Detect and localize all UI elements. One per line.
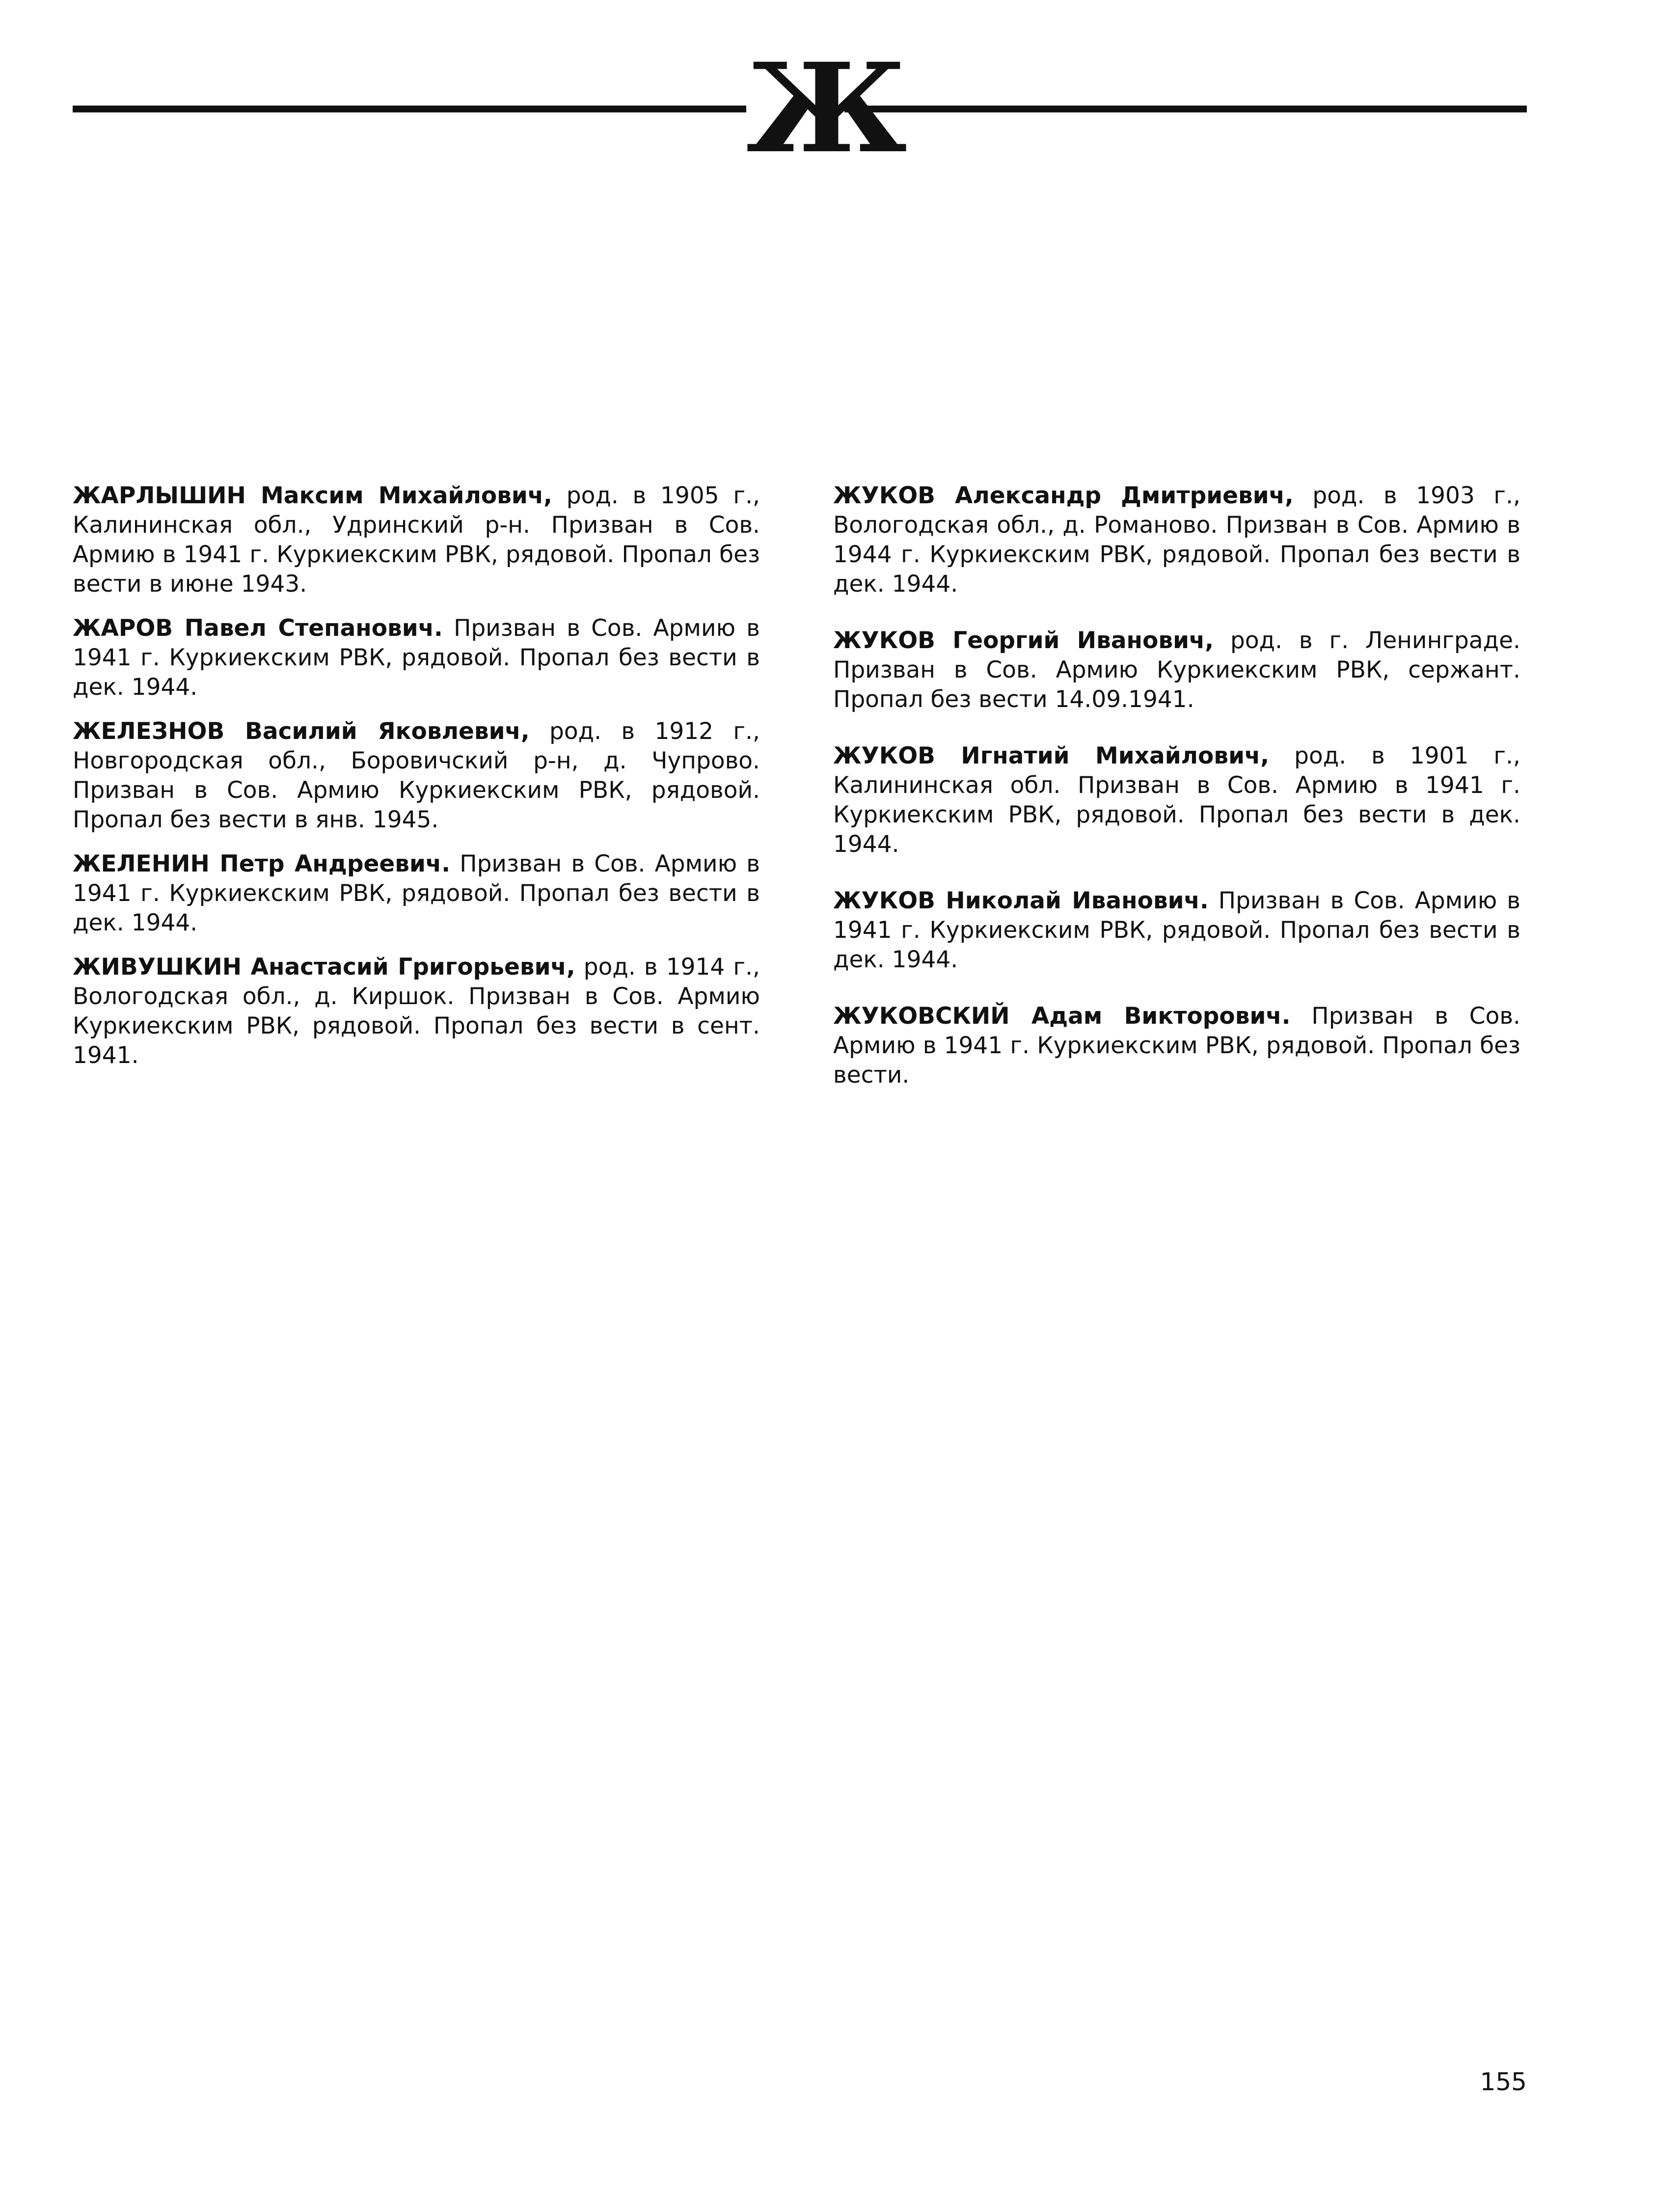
- entry-text: Призван в Сов. Армию в 1941 г. Куркиекским РВК, рядовой. Пропал без вести в дек. 1944.: [73, 615, 760, 701]
- list-item: [73, 481, 760, 599]
- entry-name: ЖУКОВ Александр Дмитриевич,: [833, 482, 1294, 509]
- entry-text: Призван в Сов. Армию в 1941 г. Куркиекским РВК, рядовой. Пропал без вести.: [833, 1003, 1520, 1089]
- entry-text: род. в 1914 г., Вологодская обл., д. Киршок. Призван в Сов. Армию Куркиекским РВК, рядовой. Пропал без вести в сент. 1941.: [73, 954, 760, 1069]
- entry-text: Призван в Сов. Армию в 1941 г. Куркиекским РВК, рядовой. Пропал без вести в дек. 1944.: [73, 850, 760, 936]
- entry-text: род. в г. Ленинграде. Призван в Сов. Армию Куркиекским РВК, сержант. Пропал без вести 14.09.1941.: [833, 627, 1520, 713]
- entry-name: ЖАРОВ Павел Степанович.: [73, 615, 443, 642]
- list-item: [73, 849, 760, 938]
- entry-name: ЖИВУШКИН Анастасий Григорьевич,: [73, 954, 575, 981]
- list-item: [833, 886, 1520, 975]
- right-column: [833, 481, 1520, 1117]
- entry-name: ЖУКОВ Игнатий Михайлович,: [833, 742, 1270, 769]
- entry-text: род. в 1912 г., Новгородская обл., Боровичский р-н, д. Чупрово. Призван в Сов. Армию Куркиекским РВК, рядовой. Пропал без вести в янв. 1945.: [73, 718, 760, 833]
- entry-text: род. в 1903 г., Вологодская обл., д. Романово. Призван в Сов. Армию в 1944 г. Куркиекским РВК, рядовой. Пропал без вести в дек. 1944.: [833, 482, 1520, 598]
- list-item: [73, 953, 760, 1070]
- list-item: [833, 626, 1520, 714]
- left-column: [73, 481, 760, 1085]
- entry-name: ЖАРЛЫШИН Максим Михайлович,: [73, 482, 552, 509]
- entry-name: ЖЕЛЕЗНОВ Василий Яковлевич,: [73, 718, 530, 745]
- list-item: [833, 1002, 1520, 1090]
- entry-text: род. в 1905 г., Калининская обл., Удринский р-н. Призван в Сов. Армию в 1941 г. Куркиекским РВК, рядовой. Пропал без вести в июне 1943.: [73, 482, 760, 598]
- entry-text: род. в 1901 г., Калининская обл. Призван в Сов. Армию в 1941 г. Куркиекским РВК, рядовой. Пропал без вести в дек. 1944.: [833, 742, 1520, 858]
- list-item: [73, 717, 760, 835]
- page-number: 155: [1480, 2068, 1527, 2096]
- list-item: [833, 741, 1520, 859]
- entry-name: ЖУКОВ Николай Иванович.: [833, 887, 1209, 914]
- section-letter: Ж: [746, 36, 908, 180]
- entry-name: ЖЕЛЕНИН Петр Андреевич.: [73, 850, 451, 877]
- list-item: [833, 481, 1520, 599]
- entry-text: Призван в Сов. Армию в 1941 г. Куркиекским РВК, рядовой. Пропал без вести в дек. 1944.: [833, 887, 1520, 973]
- entry-name: ЖУКОВ Георгий Иванович,: [833, 627, 1214, 654]
- list-item: [73, 614, 760, 702]
- entry-name: ЖУКОВСКИЙ Адам Викторович.: [833, 1003, 1291, 1030]
